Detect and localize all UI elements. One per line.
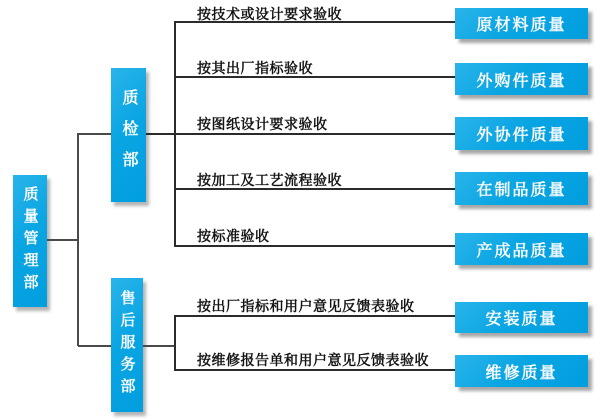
quality-label-installation: 安装质量 bbox=[485, 311, 558, 328]
connector-line-branch-6 bbox=[175, 315, 455, 317]
connector-line-branch-4 bbox=[175, 188, 455, 190]
connector-line-branch-2 bbox=[175, 76, 455, 78]
branch-label-drawing-design: 按图纸设计要求验收 bbox=[197, 116, 328, 132]
connector-line-branch-5 bbox=[175, 245, 455, 247]
dept-box-quality-management bbox=[13, 175, 47, 307]
branch-label-process-flow: 按加工及工艺流程验收 bbox=[197, 172, 342, 188]
quality-label-repair: 维修质量 bbox=[485, 364, 558, 382]
quality-label-raw-material: 原材料质量 bbox=[476, 17, 567, 34]
connector-line-root bbox=[47, 239, 78, 241]
quality-box-outsourced-parts bbox=[455, 117, 588, 150]
quality-box-work-in-progress bbox=[455, 172, 588, 205]
connector-line-as-in bbox=[78, 345, 111, 347]
quality-label-purchased-parts: 外购件质量 bbox=[476, 72, 567, 90]
quality-box-raw-material bbox=[455, 8, 588, 39]
quality-box-installation bbox=[455, 302, 588, 333]
quality-box-finished-product bbox=[455, 233, 588, 265]
branch-label-factory-index: 按其出厂指标验收 bbox=[197, 60, 313, 76]
dept-label-quality-management: 质量管理部 bbox=[21, 186, 39, 296]
connector-line-branch-3 bbox=[146, 133, 455, 135]
quality-label-finished-product: 产成品质量 bbox=[476, 242, 567, 260]
quality-box-repair bbox=[455, 355, 588, 387]
dept-label-quality-inspection: 质检部 bbox=[120, 88, 137, 182]
connector-line-branch-7 bbox=[175, 369, 455, 371]
branch-label-technical-design: 按技术或设计要求验收 bbox=[197, 6, 342, 22]
dept-box-after-sales-service bbox=[111, 278, 143, 412]
connector-spine-left bbox=[77, 133, 79, 346]
branch-label-standard: 按标准验收 bbox=[197, 228, 270, 244]
branch-label-repair-feedback: 按维修报告单和用户意见反馈表验收 bbox=[197, 352, 429, 368]
branch-label-install-feedback: 按出厂指标和用户意见反馈表验收 bbox=[197, 298, 415, 314]
dept-box-quality-inspection bbox=[111, 68, 146, 202]
dept-label-after-sales-service: 售后服务部 bbox=[118, 290, 136, 400]
quality-label-outsourced-parts: 外协件质量 bbox=[476, 127, 567, 144]
connector-spine-as bbox=[174, 315, 176, 371]
connector-line-qc-in bbox=[78, 133, 111, 135]
quality-box-purchased-parts bbox=[455, 63, 588, 95]
connector-line-as-out bbox=[143, 345, 175, 347]
quality-label-work-in-progress: 在制品质量 bbox=[476, 182, 567, 199]
